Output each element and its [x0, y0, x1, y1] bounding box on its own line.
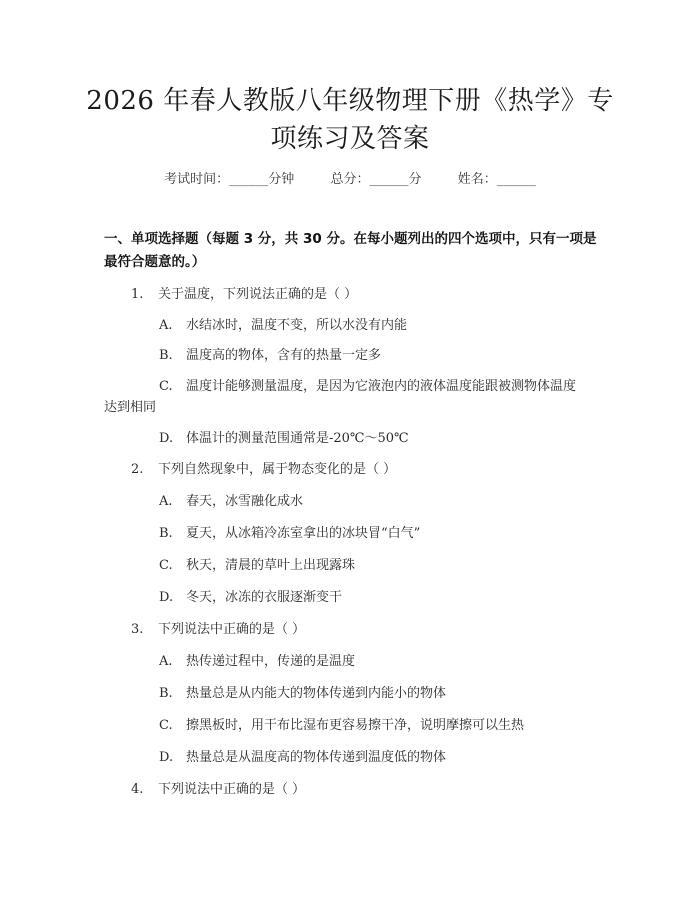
- question-3-option-b: [159, 685, 446, 703]
- page-title-line-2: 项练习及答案: [270, 124, 430, 154]
- option-text: 擦黑板时，用干布比湿布更容易擦干净，说明摩擦可以生热: [186, 718, 525, 733]
- question-2-option-c: [159, 557, 355, 575]
- section-heading-line-1: 一、单项选择题（每题 3 分，共 30 分。在每小题列出的四个选项中，只有一项是: [104, 231, 597, 247]
- exam-time-label: 考试时间：: [164, 172, 230, 187]
- total-score-blank: ______: [369, 172, 409, 187]
- option-text: 热量总是从温度高的物体传递到温度低的物体: [186, 750, 447, 765]
- question-3-option-c: [159, 717, 524, 735]
- question-3-option-d: [159, 749, 446, 767]
- option-letter: C.: [159, 558, 173, 573]
- question-3-option-a: [159, 653, 355, 671]
- question-1-option-a: [159, 317, 407, 335]
- option-letter: B.: [159, 348, 173, 363]
- page-title-line-1: 2026 年春人教版八年级物理下册《热学》专: [86, 86, 614, 116]
- question-1-option-c: [159, 378, 576, 396]
- exam-info-bar: [0, 168, 700, 187]
- option-letter: A.: [159, 654, 173, 669]
- question-number: 1.: [131, 287, 144, 302]
- question-2-option-d: [159, 589, 342, 607]
- question-3: [131, 621, 305, 639]
- option-letter: D.: [159, 590, 174, 605]
- question-2: [131, 461, 396, 479]
- option-text: 热量总是从内能大的物体传递到内能小的物体: [186, 686, 447, 701]
- option-text: 热传递过程中，传递的是温度: [186, 654, 356, 669]
- question-text: 下列说法中正确的是（ ）: [158, 782, 306, 797]
- option-letter: B.: [159, 526, 173, 541]
- option-letter: A.: [159, 494, 173, 509]
- option-text: 水结冰时，温度不变，所以水没有内能: [186, 318, 408, 333]
- question-2-option-a: [159, 493, 303, 511]
- question-1-option-b: [159, 347, 381, 365]
- student-name-label: 姓名：: [457, 172, 497, 187]
- option-letter: C.: [159, 718, 173, 733]
- option-letter: B.: [159, 686, 173, 701]
- option-text: 夏天，从冰箱冷冻室拿出的冰块冒“白气”: [186, 526, 421, 541]
- question-1: [131, 286, 357, 304]
- exam-time-blank: ______: [229, 172, 269, 187]
- exam-time-unit: 分钟: [268, 172, 295, 187]
- total-score-unit: 分: [408, 172, 422, 187]
- question-number: 3.: [131, 622, 144, 637]
- option-text: 冬天，冰冻的衣服逐渐变干: [186, 590, 343, 605]
- question-number: 2.: [131, 462, 144, 477]
- question-number: 4.: [131, 782, 144, 797]
- total-score-label: 总分：: [330, 172, 370, 187]
- question-4: [131, 781, 305, 799]
- option-letter: C.: [159, 379, 173, 394]
- option-letter: D.: [159, 750, 174, 765]
- option-text: 温度高的物体，含有的热量一定多: [186, 348, 382, 363]
- section-heading-line-2: 最符合题意的。）: [104, 254, 206, 270]
- option-text: 温度计能够测量温度，是因为它液泡内的液体温度能跟被测物体温度: [186, 379, 577, 394]
- option-text: 体温计的测量范围通常是-20℃～50℃: [186, 431, 409, 446]
- option-text: 春天，冰雪融化成水: [186, 494, 304, 509]
- question-text: 关于温度，下列说法正确的是（ ）: [158, 287, 358, 302]
- question-text: 下列自然现象中，属于物态变化的是（ ）: [158, 462, 397, 477]
- student-name-blank: ______: [496, 172, 536, 187]
- option-text: 秋天，清晨的草叶上出现露珠: [186, 558, 356, 573]
- option-letter: A.: [159, 318, 173, 333]
- question-1-option-c-continuation: 达到相同: [104, 400, 157, 415]
- option-letter: D.: [159, 431, 174, 446]
- question-text: 下列说法中正确的是（ ）: [158, 622, 306, 637]
- question-2-option-b: [159, 525, 420, 543]
- question-1-option-d: [159, 430, 409, 448]
